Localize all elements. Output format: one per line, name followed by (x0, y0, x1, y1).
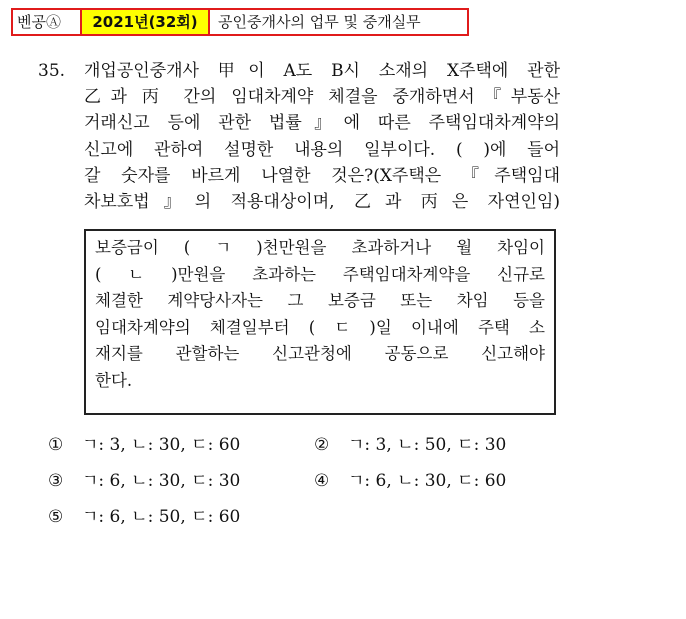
choice-5[interactable] (48, 502, 240, 527)
choice-number: ① (48, 435, 64, 455)
question-line: 거래신고 등에 관한 법률』에 따른 주택임대차계약의 (84, 113, 560, 134)
question-line: 乙과 丙 간의 임대차계약 체결을 중개하면서『부동산 (84, 87, 560, 108)
question-line: 차보호법』의 적용대상이며, 乙과 丙은 자연인임) (84, 192, 560, 213)
exam-year-label: 2021년(32회) (80, 8, 210, 36)
choice-2[interactable] (314, 430, 506, 455)
page-header (11, 8, 469, 36)
choice-1[interactable] (48, 430, 240, 455)
choice-number: ④ (314, 471, 330, 491)
choice-number: ③ (48, 471, 64, 491)
choice-text: ㄱ: 3, ㄴ: 30, ㄷ: 60 (82, 435, 241, 455)
choice-text: ㄱ: 6, ㄴ: 30, ㄷ: 60 (348, 471, 507, 491)
question-number: 35. (38, 61, 66, 81)
passage-box (84, 229, 556, 415)
passage-line: 보증금이 ( ㄱ )천만원을 초과하거나 월 차임이 (95, 238, 545, 257)
question-line: 개업공인중개사 甲이 A도 B시 소재의 X주택에 관한 (84, 61, 560, 81)
question-line: 신고에 관하여 설명한 내용의 일부이다. ( )에 들어 (84, 139, 560, 160)
question-line: 갈 숫자를 바르게 나열한 것은?(X주택은 『주택임대 (84, 165, 560, 186)
passage-line: 재지를 관할하는 신고관청에 공동으로 신고해야 (95, 344, 545, 364)
subject-label: 공인중개사의 업무 및 중개실무 (210, 8, 469, 36)
choice-number: ② (314, 435, 330, 455)
passage-line: 임대차계약의 체결일부터 ( ㄷ )일 이내에 주택 소 (95, 317, 545, 337)
choice-text: ㄱ: 3, ㄴ: 50, ㄷ: 30 (348, 435, 507, 455)
choice-text: ㄱ: 6, ㄴ: 30, ㄷ: 30 (82, 471, 241, 491)
choice-text: ㄱ: 6, ㄴ: 50, ㄷ: 60 (82, 507, 241, 527)
choice-4[interactable] (314, 466, 506, 491)
question-text (84, 58, 560, 215)
passage-line: 한다. (95, 370, 133, 390)
choice-number: ⑤ (48, 507, 64, 527)
brand-label: 벤공Ⓐ (11, 8, 80, 36)
choice-3[interactable] (48, 466, 240, 491)
passage-line: 체결한 계약당사자는 그 보증금 또는 차임 등을 (95, 291, 545, 311)
passage-line: ( ㄴ )만원을 초과하는 주택임대차계약을 신규로 (95, 264, 545, 284)
